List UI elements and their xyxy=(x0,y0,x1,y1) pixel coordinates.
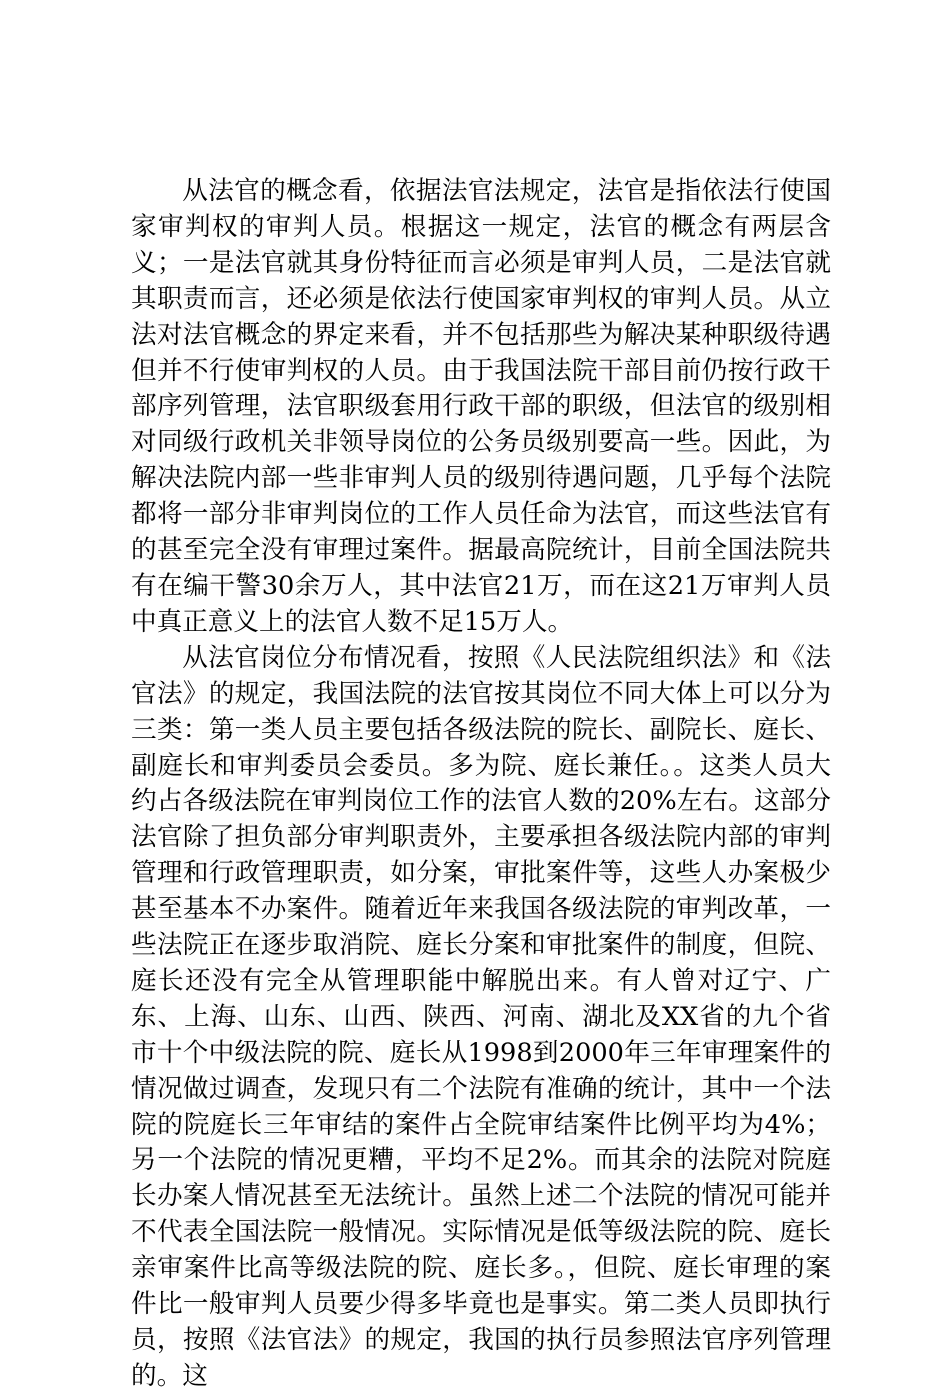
paragraph-judge-positions: 从法官岗位分布情况看，按照《人民法院组织法》和《法官法》的规定，我国法院的法官按其岗位不同大体上可以分为三类：第一类人员主要包括各级法院的院长、副院长、庭长、副庭长和审判委员会委员。多为院、庭长兼任。。这类人员大约占各级法院在审判岗位工作的法官人数的20%左右。这部分法官除了担负部分审判职责外，主要承担各级法院内部的审判管理和行政管理职责，如分案，审批案件等，这些人办案极少甚至基本不办案件。随着近年来我国各级法院的审判改革，一些法院正在逐步取消院、庭长分案和审批案件的制度，但院、庭长还没有完全从管理职能中解脱出来。有人曾对辽宁、广东、上海、山东、山西、陕西、河南、湖北及XX省的九个省市十个中级法院的院、庭长从1998到2000年三年审理案件的情况做过调查，发现只有二个法院有准确的统计，其中一个法院的院庭长三年审结的案件占全院审结案件比例平均为4%；另一个法院的情况更糟，平均不足2%。而其余的法院对院庭长办案人情况甚至无法统计。虽然上述二个法院的情况可能并不代表全国法院一般情况。实际情况是低等级法院的院、庭长亲审案件比高等级法院的院、庭长多。，但院、庭长审理的案件比一般审判人员要少得多毕竟也是事实。第二类人员即执行员，按照《法官法》的规定，我国的执行员参照法官序列管理的。这 xyxy=(131,642,831,1391)
document-body xyxy=(131,174,831,1395)
paragraph-judge-concept: 从法官的概念看，依据法官法规定，法官是指依法行使国家审判权的审判人员。根据这一规定，法官的概念有两层含义；一是法官就其身份特征而言必须是审判人员，二是法官就其职责而言，还必须是依法行使国家审判权的审判人员。从立法对法官概念的界定来看，并不包括那些为解决某种职级待遇但并不行使审判权的人员。由于我国法院干部目前仍按行政干部序列管理，法官职级套用行政干部的职级，但法官的级别相对同级行政机关非领导岗位的公务员级别要高一些。因此，为解决法院内部一些非审判人员的级别待遇问题，几乎每个法院都将一部分非审判岗位的工作人员任命为法官，而这些法官有的甚至完全没有审理过案件。据最高院统计，目前全国法院共有在编干警30余万人，其中法官21万，而在这21万审判人员中真正意义上的法官人数不足15万人。 xyxy=(131,176,831,637)
